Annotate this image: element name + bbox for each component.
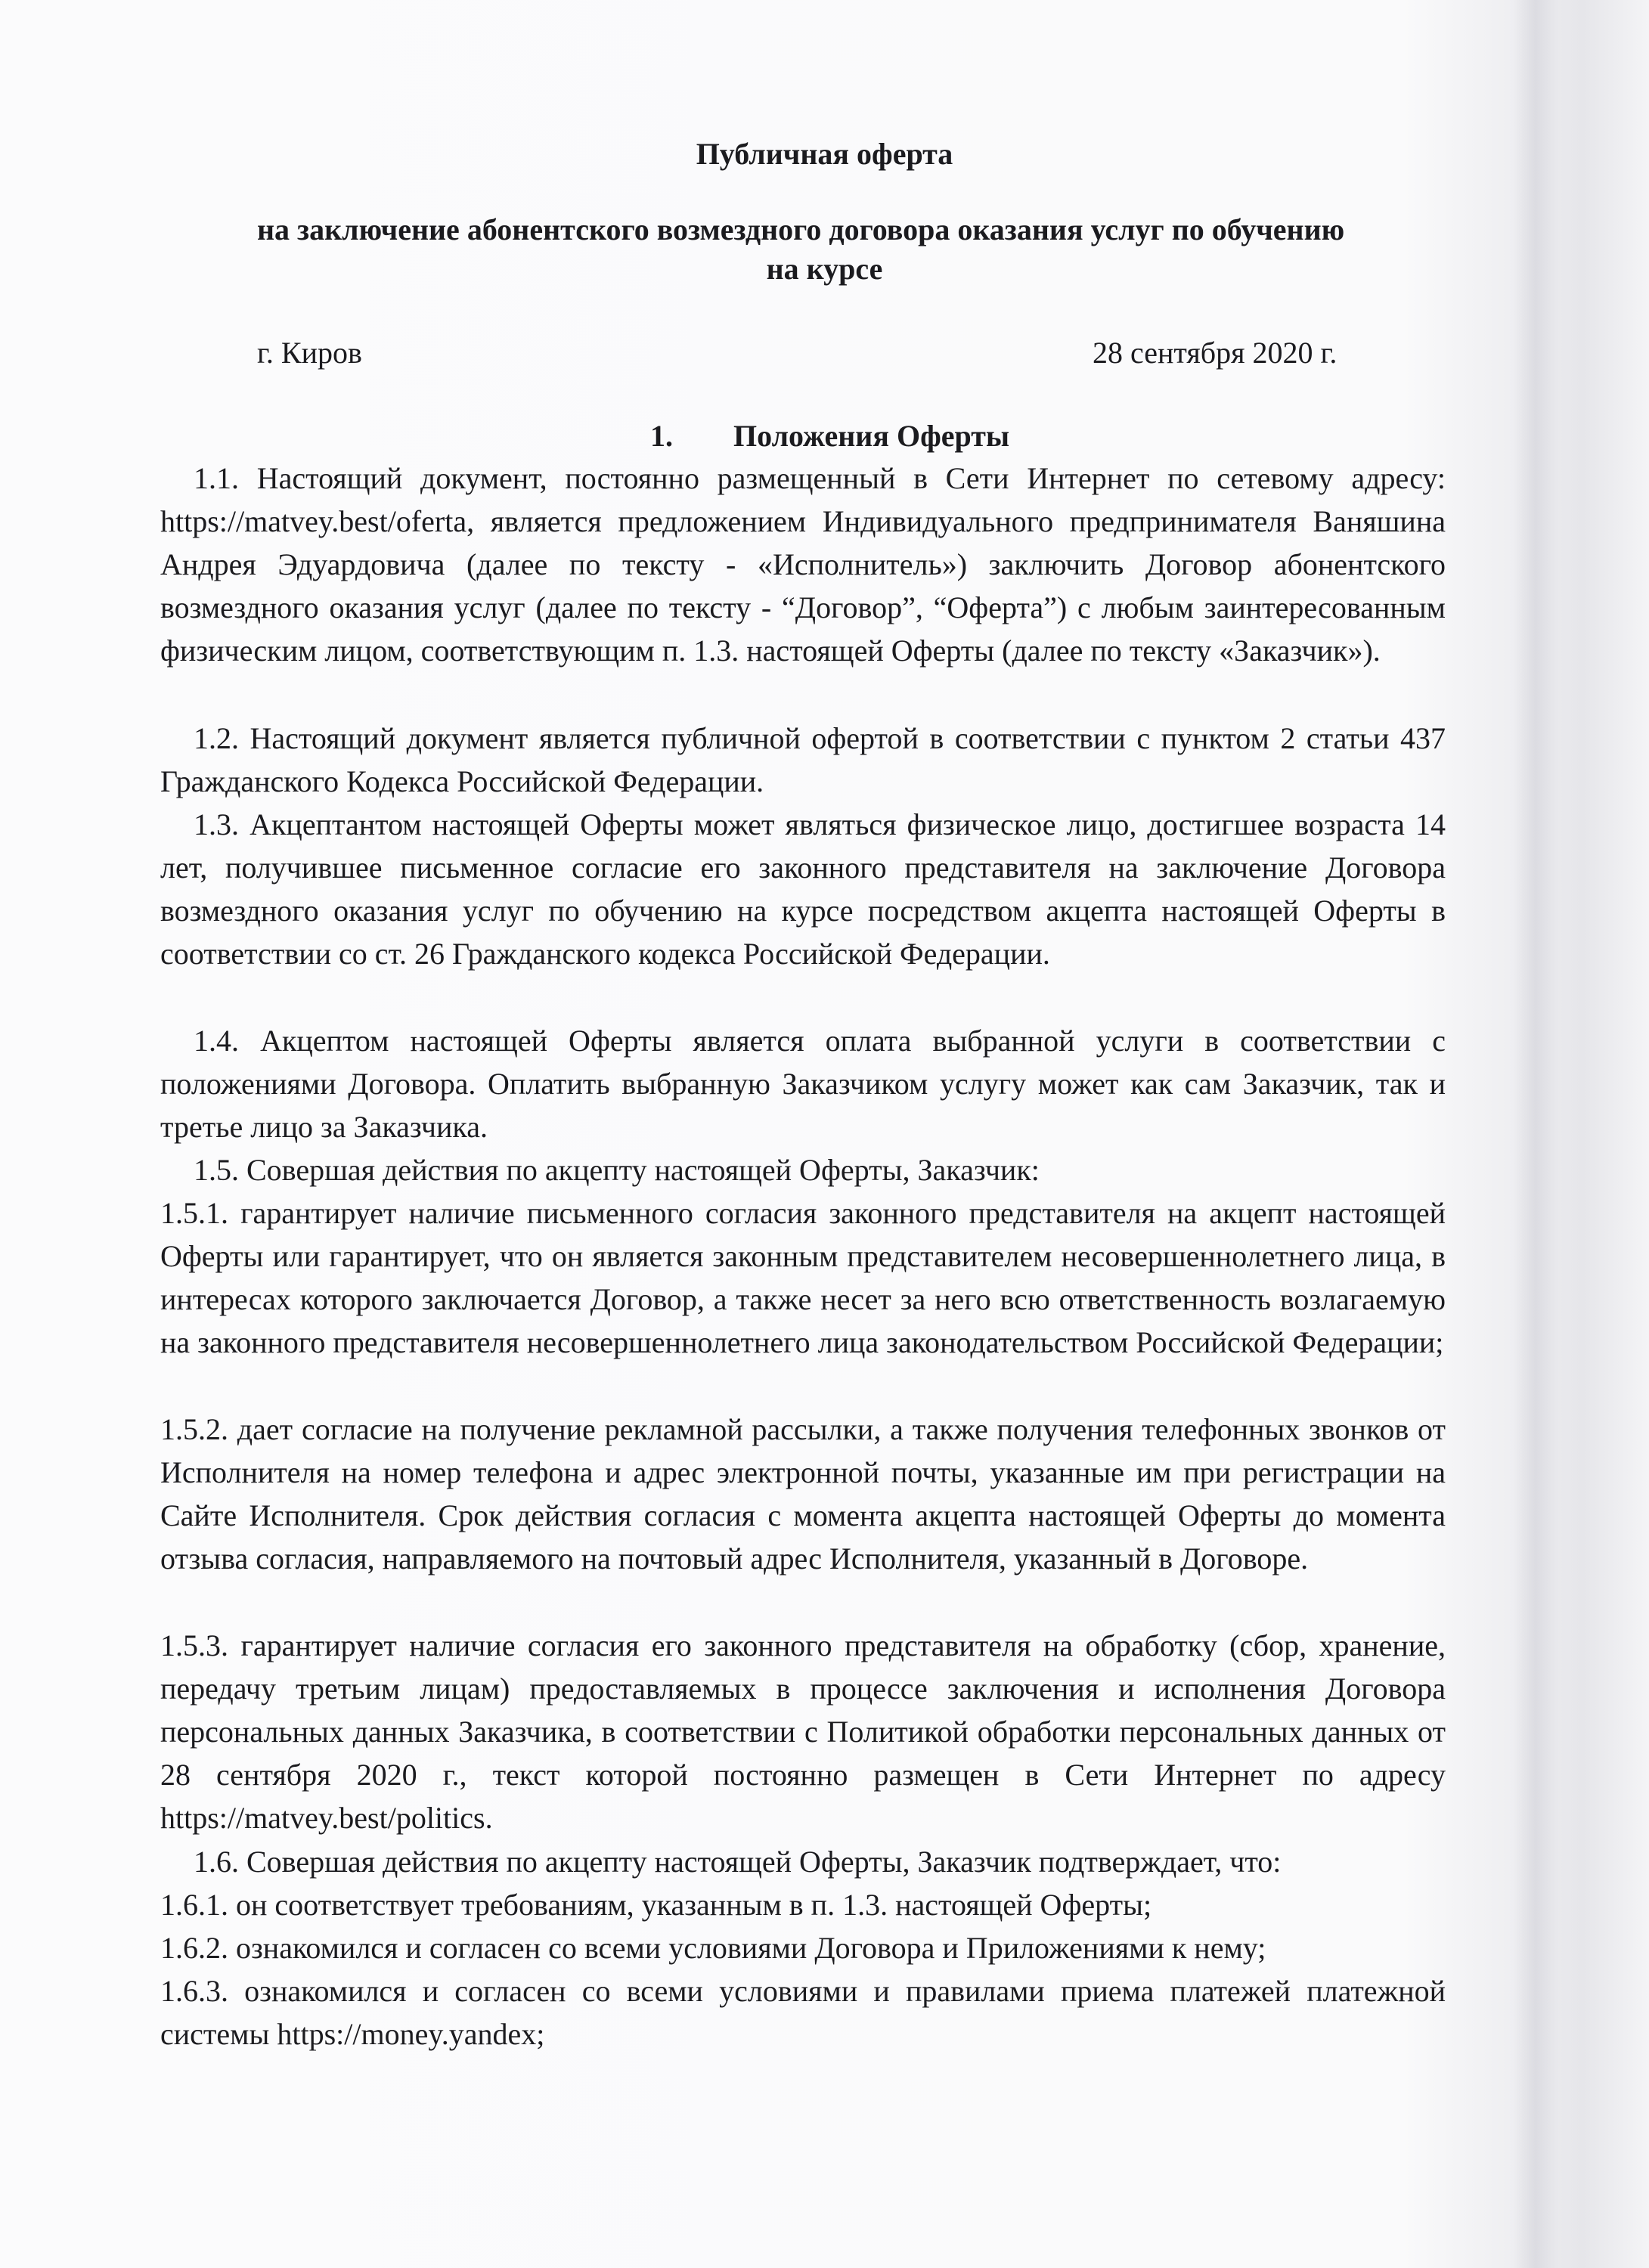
clause-1-5-1: 1.5.1. гарантирует наличие письменного согласия законного представителя на акцепт настоящей Оферты или гарантирует, что он является законным представителем несовершеннолетнего лица, в интересах которого заключается Договор, а также несет за него всю ответственность возлагаемую на законного представителя несовершеннолетнего лица законодательством Российской Федерации; [160,1196,1446,1359]
scan-shadow [1513,0,1558,2268]
document-date: 28 сентября 2020 г. [1093,336,1337,370]
clause-1-3: 1.3. Акцептантом настоящей Оферты может являться физическое лицо, достигшее возраста 14 лет, получившее письменное согласие его законного представителя на заключение Договора возмездного оказания услуг по обучению на курсе посредством акцепта настоящей Оферты в соответствии со ст. 26 Гражданского кодекса Российской Федерации. [160,807,1446,971]
clause-1-6-2: 1.6.2. ознакомился и согласен со всеми условиями Договора и Приложениями к нему; [160,1931,1266,1965]
clause-1-5-2: 1.5.2. дает согласие на получение рекламной рассылки, а также получения телефонных звонков от Исполнителя на номер телефона и адрес электронной почты, указанные им при регистрации на Сайте Исполнителя. Срок действия согласия с момента акцепта настоящей Оферты до момента отзыва согласия, направляемого на почтовый адрес Исполнителя, указанный в Договоре. [160,1412,1446,1576]
clause-1-2: 1.2. Настоящий документ является публичной офертой в соответствии с пунктом 2 статьи 437 Гражданского Кодекса Российской Федерации. [160,721,1446,798]
clause-1-5: 1.5. Совершая действия по акцепту настоящей Оферты, Заказчик: [194,1153,1040,1187]
clause-1-5-3: 1.5.3. гарантирует наличие согласия его законного представителя на обработку (сбор, хранение, передачу третьим лицам) предоставляемых в процессе заключения и исполнения Договора персональных данных Заказчика, в соответствии с Политикой обработки персональных данных от 28 сентября 2020 г., текст которой постоянно размещен в Сети Интернет по адресу https://matvey.best/politics. [160,1628,1446,1835]
clause-1-6-3: 1.6.3. ознакомился и согласен со всеми условиями и правилами приема платежей платежной системы https://money.yandex; [160,1974,1446,2051]
clause-1-4: 1.4. Акцептом настоящей Оферты является оплата выбранной услуги в соответствии с положениями Договора. Оплатить выбранную Заказчиком услугу может как сам Заказчик, так и третье лицо за Заказчика. [160,1024,1446,1144]
section-title: Положения Оферты [733,419,1010,453]
document-subtitle-line1: на заключение абонентского возмездного договора оказания услуг по обучению [257,212,1345,246]
clause-1-6-1: 1.6.1. он соответствует требованиям, указанным в п. 1.3. настоящей Оферты; [160,1888,1152,1922]
clause-1-1: 1.1. Настоящий документ, постоянно размещенный в Сети Интернет по сетевому адресу: https://matvey.best/oferta, является предложением Индивидуального предпринимателя Ваняшина Андрея Эдуардовича (далее по тексту - «Исполнитель») заключить Договор абонентского возмездного оказания услуг (далее по тексту - “Договор”, “Оферта”) с любым заинтересованным физическим лицом, соответствующим п. 1.3. настоящей Оферты (далее по тексту «Заказчик»). [160,461,1446,668]
section-number: 1. [650,419,673,453]
clause-1-6: 1.6. Совершая действия по акцепту настоящей Оферты, Заказчик подтверждает, что: [194,1845,1282,1879]
document-title: Публичная оферта [696,137,953,171]
city: г. Киров [257,336,362,370]
document-subtitle-line2: на курсе [766,252,883,286]
